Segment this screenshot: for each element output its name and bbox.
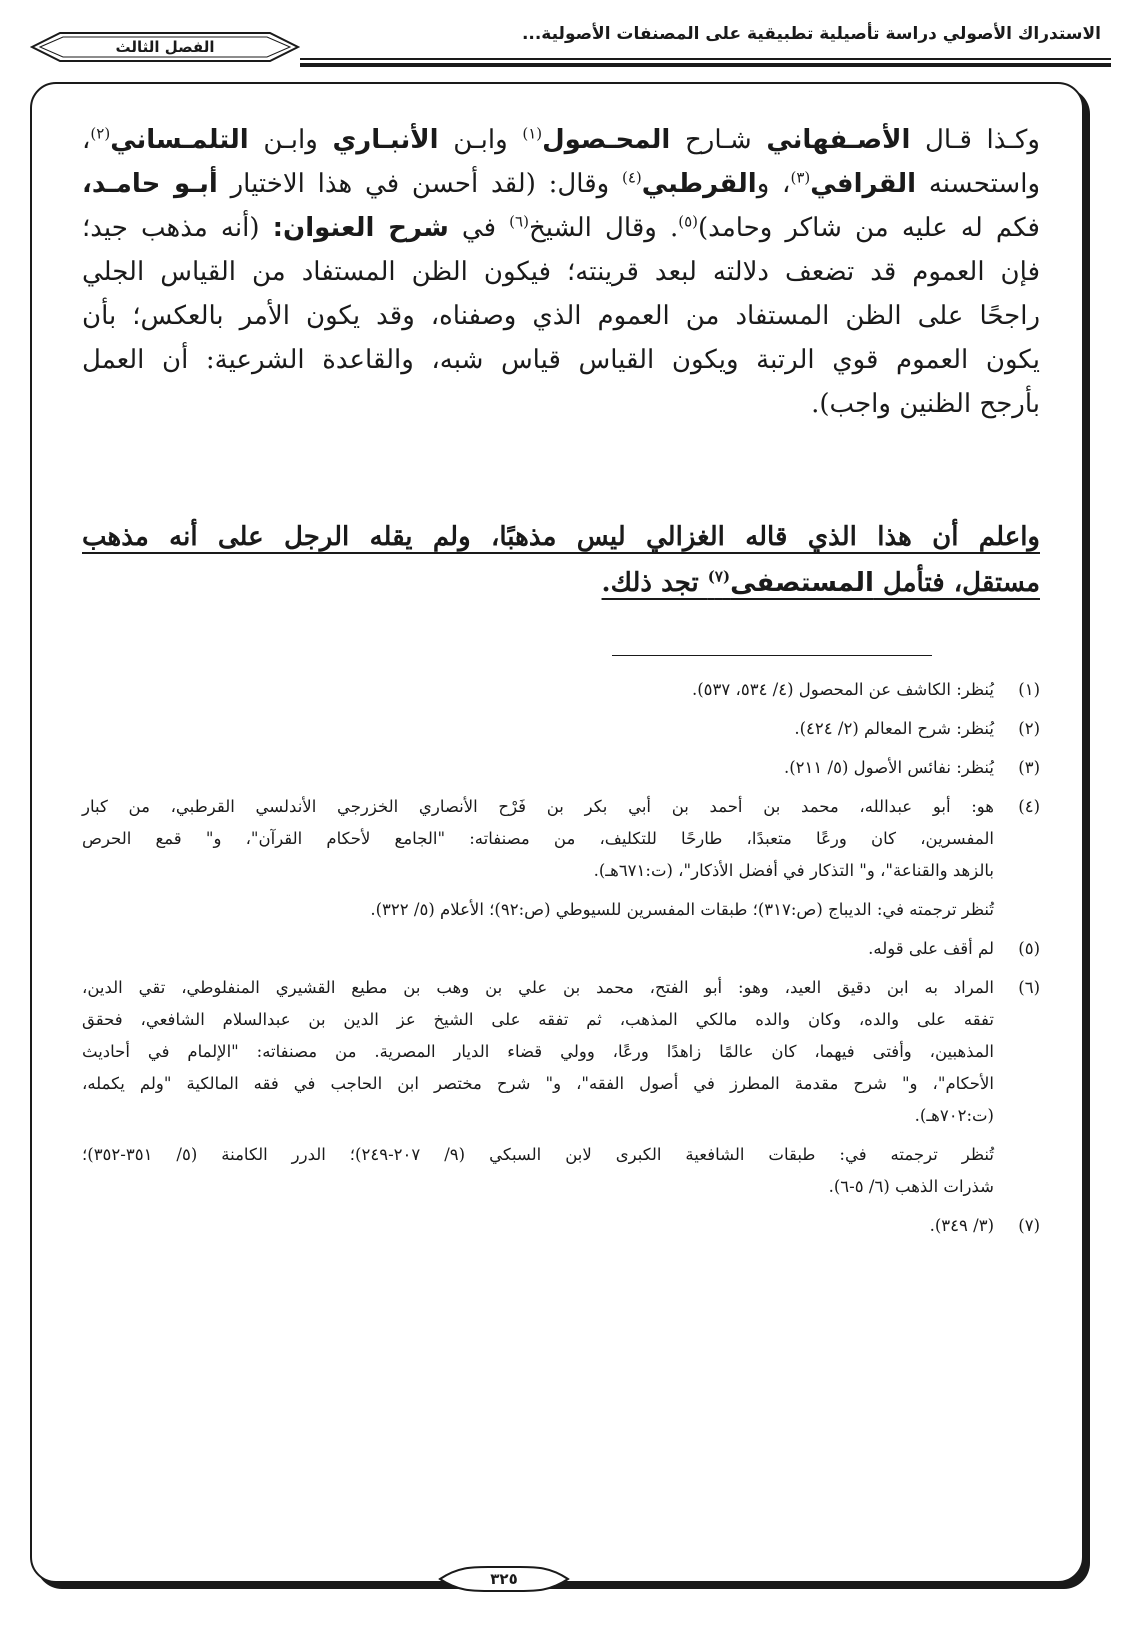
- text-run: شـارح: [670, 125, 767, 155]
- footnote-text: يُنظر: الكاشف عن المحصول (٤/ ٥٣٤، ٥٣٧).: [691, 680, 994, 699]
- term-tilimsani: التلمـساني: [110, 125, 249, 155]
- footnote-6-sources: [82, 1139, 1040, 1203]
- text-run: فكم له عليه من شاكر وحامد): [698, 213, 1040, 243]
- emphasis-paragraph: [82, 514, 1040, 606]
- footnote-ref-7[interactable]: (٧): [707, 567, 731, 586]
- footnote-number: (٣): [1018, 758, 1040, 777]
- text-run: واستحسنه: [916, 169, 1041, 199]
- footnote-text: (٣/ ٣٤٩).: [929, 1216, 994, 1235]
- footnote-6: [82, 972, 1040, 1132]
- footnote-number: (٧): [1018, 1216, 1040, 1235]
- term-abu-hamid: أبـو حامـد،: [82, 169, 218, 199]
- term-sharh-al-unwan: شرح العنوان:: [272, 213, 449, 243]
- term-qarafi: القرافي: [810, 169, 917, 199]
- body-line: [82, 206, 1040, 250]
- footnote-line: بالزهد والقناعة"، و" التذكار في أفضل الأذكار"، (ت:٦٧١هـ).: [593, 861, 994, 880]
- main-paragraph: [82, 118, 1040, 426]
- footnote-text: [82, 791, 994, 887]
- text-run: وابـن: [438, 125, 523, 155]
- footnote-ref-5[interactable]: (٥): [678, 212, 699, 231]
- term-anbari: الأنبـاري: [332, 125, 439, 155]
- footnote-line: المراد به ابن دقيق العيد، وهو: أبو الفتح، محمد بن علي بن وهب بن مطيع القشيري المنفلوطي، تقي الدين،: [82, 978, 994, 997]
- footnote-1: [82, 674, 1040, 706]
- footnote-line: تفقه على والده، وكان والده مالكي المذهب، ثم تفقه على الشيخ عز الدين بن عبدالسلام الشافعي، فحقق: [82, 1010, 994, 1029]
- page-number: ٣٢٥: [490, 1570, 518, 1588]
- term-qurtubi: القرطبي: [641, 169, 757, 199]
- footnote-line: المذهبين، وأفتى فيهما، كان عالمًا زاهدًا ورعًا، وولي قضاء الديار المصرية. من مصنفاته: "الإلمام في أحاديث: [82, 1042, 994, 1061]
- footnote-number: (٤): [1018, 797, 1040, 816]
- footnote-number: (٢): [1018, 719, 1040, 738]
- page-number-box: [438, 1565, 570, 1593]
- chapter-label: الفصل الثالث: [115, 38, 215, 56]
- footnote-ref-6[interactable]: (٦): [509, 212, 529, 231]
- text-run: ،: [82, 125, 91, 155]
- emphasis-line: واعلم أن هذا الذي قاله الغزالي ليس مذهبًا، ولم يقله الرجل على أنه مذهب: [82, 522, 1040, 552]
- footnote-ref-2[interactable]: (٢): [90, 124, 111, 143]
- body-line: فإن العموم قد تضعف دلالته لبعد قرينته؛ فيكون الظن المستفاد من القياس الجلي: [82, 257, 1040, 287]
- footnote-line: الأحكام"، و" شرح مقدمة المطرز في أصول الفقه"، و" شرح مختصر ابن الحاجب في فقه المالكية "ولم يكمله،: [82, 1074, 994, 1093]
- term-mahsul: المحـصول: [542, 125, 671, 155]
- footnote-ref-4[interactable]: (٤): [621, 168, 642, 187]
- footnote-line: المفسرين، كان ورعًا متعبدًا، طارحًا للتكليف، من مصنفاته: "الجامع لأحكام القرآن"، و" قمع الحرص: [82, 829, 994, 848]
- body-line: يكون العموم قوي الرتبة ويكون القياس قياس شبه، والقاعدة الشرعية: أن العمل: [82, 345, 1040, 375]
- text-run: وابـن: [248, 125, 333, 155]
- footnote-line: هو: أبو عبدالله، محمد بن أحمد بن أبي بكر بن فَرْح الأنصاري الخزرجي الأندلسي القرطبي، من كبار: [82, 797, 994, 816]
- text-run: مستقل، فتأمل: [873, 568, 1040, 598]
- footnote-3: [82, 752, 1040, 784]
- footnote-line: (ت:٧٠٢هـ).: [914, 1106, 994, 1125]
- text-run: في: [448, 213, 510, 243]
- body-line: [82, 118, 1040, 162]
- footnote-line: تُنظر ترجمته في: طبقات الشافعية الكبرى لابن السبكي (٩/ ٢٠٧-٢٤٩)؛ الدرر الكامنة (٥/ ٣٥١-٣٥٢)؛: [82, 1145, 994, 1164]
- text-run: وكـذا قـال: [910, 125, 1040, 155]
- emphasis-line: [602, 560, 1040, 606]
- body-line: راجحًا على الظن المستفاد من العموم الذي وصفناه، وقد يكون الأمر بالعكس؛ بأن: [82, 301, 1040, 331]
- text-run: . وقال الشيخ: [528, 213, 679, 243]
- header-rule-thick: [300, 63, 1111, 67]
- footnote-text: يُنظر: نفائس الأصول (٥/ ٢١١).: [783, 758, 994, 777]
- text-run: (أنه مذهب جيد؛: [82, 213, 273, 243]
- text-run: وقال: (لقد أحسن في هذا الاختيار: [217, 169, 622, 199]
- footnotes: [82, 674, 1040, 1249]
- footnote-separator: [612, 655, 932, 656]
- footnote-text: لم أقف على قوله.: [868, 939, 994, 958]
- footnote-ref-1[interactable]: (١): [522, 124, 543, 143]
- footnote-7: [82, 1210, 1040, 1242]
- footnote-number: (٦): [1018, 978, 1040, 997]
- body-line: [82, 162, 1040, 206]
- footnote-text: [82, 972, 994, 1132]
- header-rule-thin: [300, 58, 1111, 60]
- chapter-label-box: [30, 29, 300, 65]
- footnote-line: شذرات الذهب (٦/ ٥-٦).: [828, 1177, 994, 1196]
- footnote-number: (٥): [1018, 939, 1040, 958]
- footnote-4-sources: تُنظر ترجمته في: الديباج (ص:٣١٧)؛ طبقات المفسرين للسيوطي (ص:٩٢)؛ الأعلام (٥/ ٣٢٢).: [370, 900, 994, 919]
- footnote-2: [82, 713, 1040, 745]
- footnote-ref-3[interactable]: (٣): [790, 168, 811, 187]
- body-line: بأرجح الظنين واجب).: [811, 389, 1040, 419]
- text-run: تجد ذلك.: [601, 568, 708, 598]
- running-header-title: الاستدراك الأصولي دراسة تأصيلية تطبيقية على المصنفات الأصولية...: [521, 24, 1101, 44]
- term-mustasfa: المستصفى: [730, 568, 874, 598]
- text-run: ، و: [756, 169, 791, 199]
- footnote-text: يُنظر: شرح المعالم (٢/ ٤٢٤).: [794, 719, 994, 738]
- term-isfahani: الأصـفهاني: [766, 125, 911, 155]
- footnote-4: [82, 791, 1040, 887]
- footnote-5: [82, 933, 1040, 965]
- footnote-number: (١): [1018, 680, 1040, 699]
